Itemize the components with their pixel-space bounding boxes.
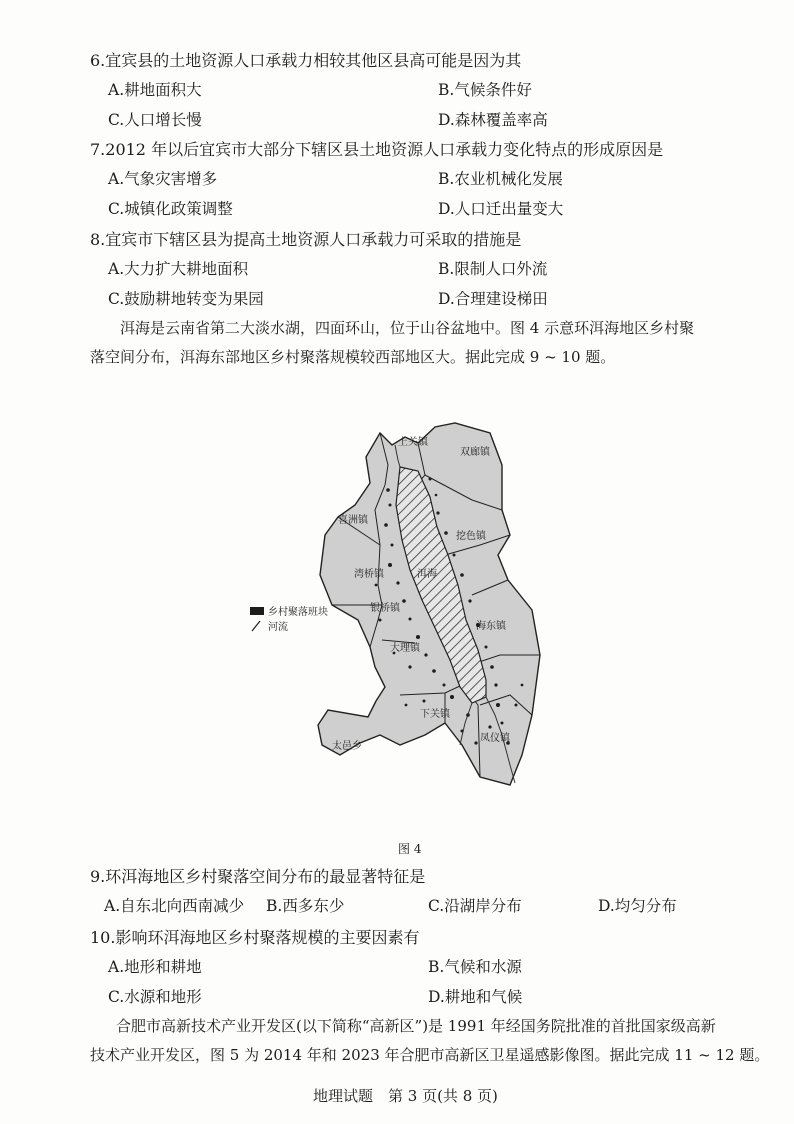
question-6-option-a: A.耕地面积大: [108, 81, 202, 99]
figure-caption: 图 4: [398, 842, 422, 856]
label-shangguan: 上关镇: [398, 437, 428, 448]
question-8-option-d: D.合理建设梯田: [438, 290, 548, 308]
question-8-stem: 8.宜宾市下辖区县为提高土地资源人口承载力可采取的措施是: [90, 230, 522, 249]
question-7-option-d: D.人口迁出量变大: [438, 200, 564, 218]
question-8-option-b: B.限制人口外流: [438, 260, 548, 278]
question-9-option-c: C.沿湖岸分布: [428, 897, 522, 915]
page-footer: 地理试题 第 3 页(共 8 页): [313, 1087, 498, 1105]
passage-erhai-line-1: 洱海是云南省第二大淡水湖，四面环山，位于山谷盆地中。图 4 示意环洱海地区乡村聚: [120, 319, 695, 337]
label-xizhou: 喜洲镇: [338, 515, 368, 526]
question-10-stem: 10.影响环洱海地区乡村聚落规模的主要因素有: [90, 928, 420, 947]
passage-erhai-line-2: 落空间分布，洱海东部地区乡村聚落规模较西部地区大。据此完成 9 ~ 10 题。: [90, 348, 616, 366]
question-6-option-b: B.气候条件好: [438, 81, 532, 99]
question-9-option-b: B.西多东少: [266, 897, 345, 915]
legend-settlement-swatch: [250, 607, 264, 615]
question-10-option-b: B.气候和水源: [428, 958, 522, 976]
question-7-option-a: A.气象灾害增多: [108, 170, 218, 188]
label-wase: 挖色镇: [456, 531, 486, 542]
map-legend: [250, 605, 328, 633]
legend-river-label: 河流: [268, 622, 288, 633]
question-10-option-d: D.耕地和气候: [428, 988, 523, 1006]
question-6-option-d: D.森林覆盖率高: [438, 111, 548, 129]
question-7-option-b: B.农业机械化发展: [438, 170, 563, 188]
question-10-option-a: A.地形和耕地: [108, 958, 202, 976]
label-dali: 大理镇: [390, 643, 420, 654]
label-yinqiao: 银桥镇: [370, 603, 400, 614]
label-fengyi: 凤仪镇: [480, 733, 510, 744]
legend-settlement-label: 乡村聚落班块: [268, 607, 328, 618]
label-haidong: 海东镇: [476, 621, 506, 632]
label-wanqiao: 湾桥镇: [354, 569, 384, 580]
question-9-option-a: A.自东北向西南减少: [104, 897, 245, 915]
label-taiyi: 太邑乡: [332, 741, 362, 752]
legend-river-symbol: [252, 621, 260, 631]
label-erhai: 洱海: [417, 569, 437, 580]
question-8-option-c: C.鼓励耕地转变为果园: [108, 290, 264, 308]
question-6-option-c: C.人口增长慢: [108, 111, 202, 129]
passage-hefei-line-1: 合肥市高新技术产业开发区(以下简称“高新区”)是 1991 年经国务院批准的首批国家级高新: [116, 1017, 716, 1035]
question-9-stem: 9.环洱海地区乡村聚落空间分布的最显著特征是: [90, 867, 426, 886]
question-9-option-d: D.均匀分布: [598, 897, 677, 915]
question-7-option-c: C.城镇化政策调整: [108, 200, 233, 218]
label-shuanglang: 双廊镇: [460, 447, 490, 458]
question-6-stem: 6.宜宾县的土地资源人口承载力相较其他区县高可能是因为其: [90, 51, 522, 70]
passage-hefei-line-2: 技术产业开发区，图 5 为 2014 年和 2023 年合肥市高新区卫星遥感影像图。据此完成 11 ~ 12 题。: [90, 1046, 770, 1064]
question-10-option-c: C.水源和地形: [108, 988, 202, 1006]
erhai-settlement-map: [240, 405, 760, 835]
label-xiaguan: 下关镇: [420, 709, 450, 720]
question-7-stem: 7.2012 年以后宜宾市大部分下辖区县土地资源人口承载力变化特点的形成原因是: [90, 140, 664, 159]
question-8-option-a: A.大力扩大耕地面积: [108, 260, 249, 278]
